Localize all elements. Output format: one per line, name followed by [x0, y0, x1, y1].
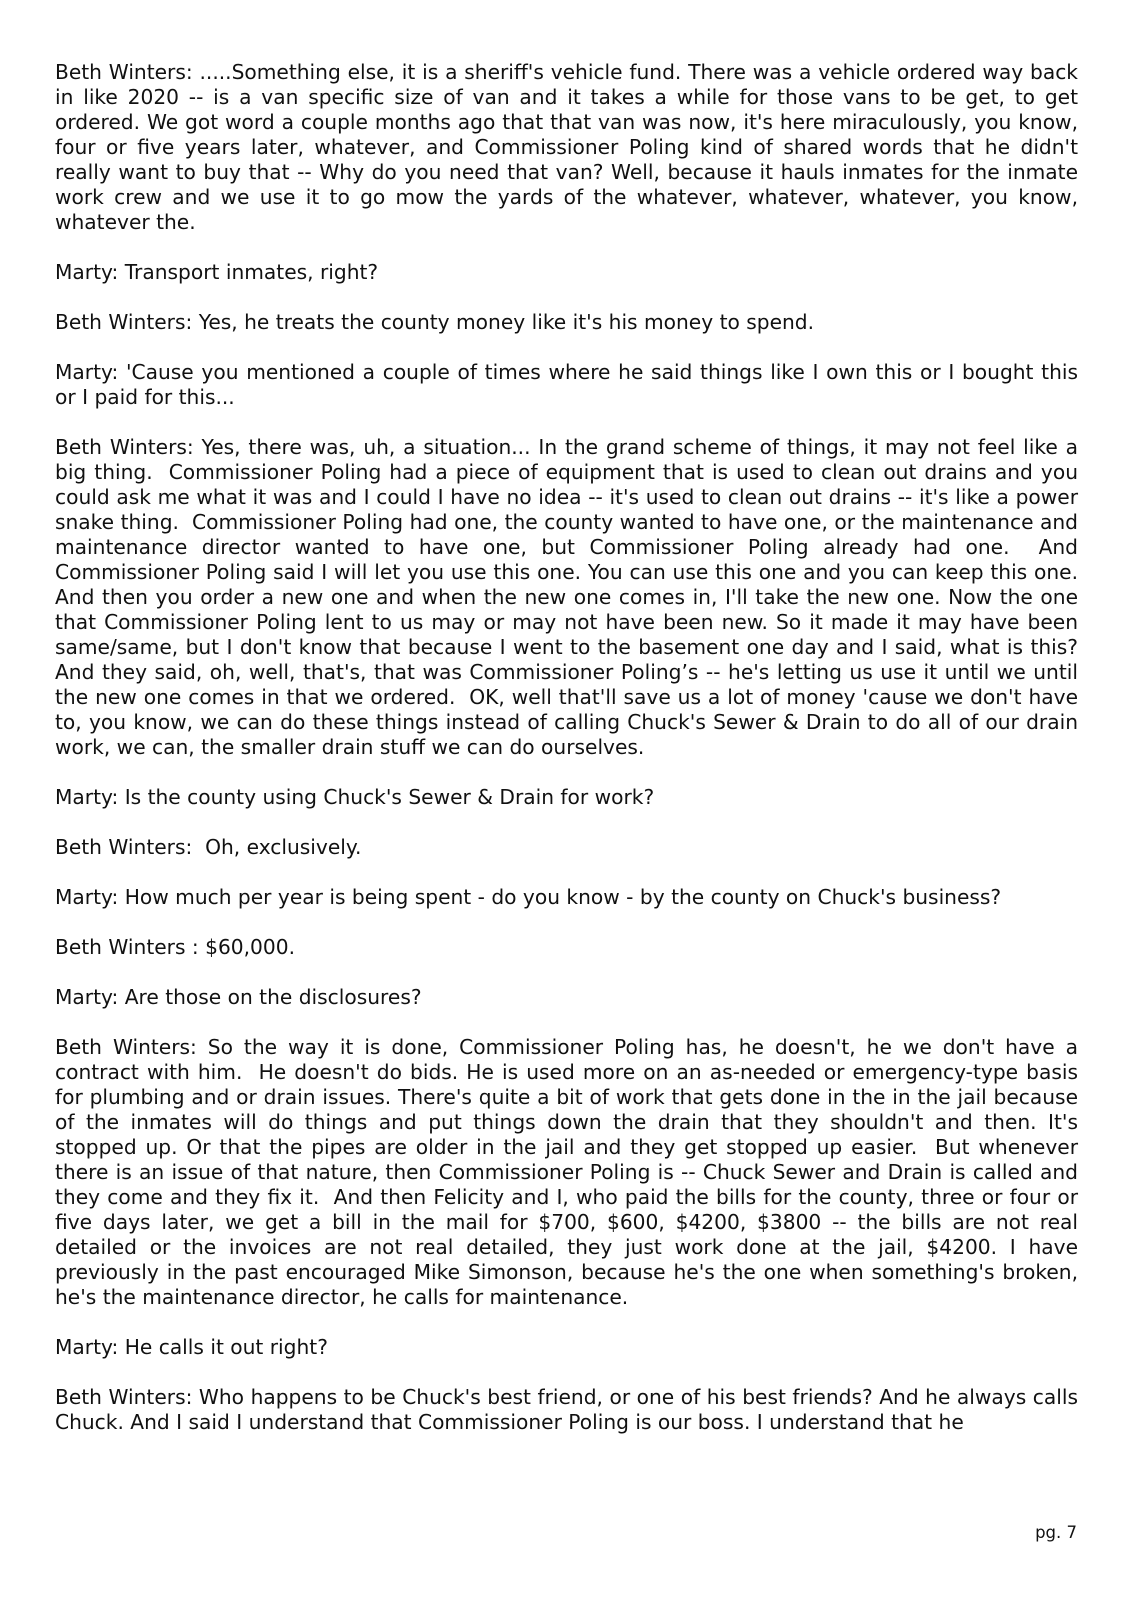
transcript-paragraph: Beth Winters: Who happens to be Chuck's best friend, or one of his best friends? And he always calls Chuck. And I said I understand that Commissioner Poling is our boss. I understand that he [55, 1385, 1085, 1434]
transcript-paragraph: Marty: He calls it out right? [55, 1335, 328, 1359]
transcript-paragraph: Beth Winters: Oh, exclusively. [55, 835, 362, 859]
transcript-paragraph: Beth Winters: Yes, he treats the county money like it's his money to spend. [55, 310, 815, 334]
transcript-paragraph: Marty: 'Cause you mentioned a couple of times where he said things like I own this or I bought this or I paid for this... [55, 360, 1085, 409]
transcript-paragraph: Beth Winters: .....Something else, it is a sheriff's vehicle fund. There was a vehicle ordered way back in like 2020 -- is a van specific size of van and it takes a while for those vans to be get, to get ordered. We got word a couple months ago that that van was now, it's here miraculously, you know, four or five years later, whatever, and Commissioner Poling kind of shared words that he didn't really want to buy that -- Why do you need that van? Well, because it hauls inmates for the inmate work crew and we use it to go mow the yards of the whatever, whatever, whatever, you know, whatever the. [55, 60, 1085, 234]
transcript-paragraph: Beth Winters : $60,000. [55, 935, 296, 959]
transcript-paragraph: Beth Winters: Yes, there was, uh, a situation... In the grand scheme of things, it may not feel like a big thing. Commissioner Poling had a piece of equipment that is used to clean out drains and you could ask me what it was and I could I have no idea -- it's used to clean out drains -- it's like a power snake thing. Commissioner Poling had one, the county wanted to have one, or the maintenance and maintenance director wanted to have one, but Commissioner Poling already had one. And Commissioner Poling said I will let you use this one. You can use this one and you can keep this one. And then you order a new one and when the new one comes in, I'll take the new one. Now the one that Commissioner Poling lent to us may or may not have been new. So it made it may have been same/same, but I don't know that because I went to the basement one day and I said, what is this? And they said, oh, well, that's, that was Commissioner Poling’s -- he's letting us use it until we until the new one comes in that we ordered. OK, well that'll save us a lot of money 'cause we don't have to, you know, we can do these things instead of calling Chuck's Sewer & Drain to do all of our drain work, we can, the smaller drain stuff we can do ourselves. [55, 435, 1085, 759]
transcript-page [55, 60, 1085, 1460]
transcript-paragraph: Marty: Are those on the disclosures? [55, 985, 422, 1009]
page-number: pg. 7 [1035, 1523, 1077, 1542]
transcript-paragraph: Marty: How much per year is being spent - do you know - by the county on Chuck's business? [55, 885, 1002, 909]
transcript-paragraph: Beth Winters: So the way it is done, Commissioner Poling has, he doesn't, he we don't have a contract with him. He doesn't do bids. He is used more on an as-needed or emergency-type basis for plumbing and or drain issues. There's quite a bit of work that gets done in the in the jail because of the inmates will do things and put things down the drain that they shouldn't and then. It's stopped up. Or that the pipes are older in the jail and they get stopped up easier. But whenever there is an issue of that nature, then Commissioner Poling is -- Chuck Sewer and Drain is called and they come and they fix it. And then Felicity and I, who paid the bills for the county, three or four or five days later, we get a bill in the mail for $700, $600, $4200, $3800 -- the bills are not real detailed or the invoices are not real detailed, they just work done at the jail, $4200. I have previously in the past encouraged Mike Simonson, because he's the one when something's broken, he's the maintenance director, he calls for maintenance. [55, 1035, 1085, 1309]
transcript-paragraph: Marty: Transport inmates, right? [55, 260, 379, 284]
transcript-paragraph: Marty: Is the county using Chuck's Sewer & Drain for work? [55, 785, 655, 809]
